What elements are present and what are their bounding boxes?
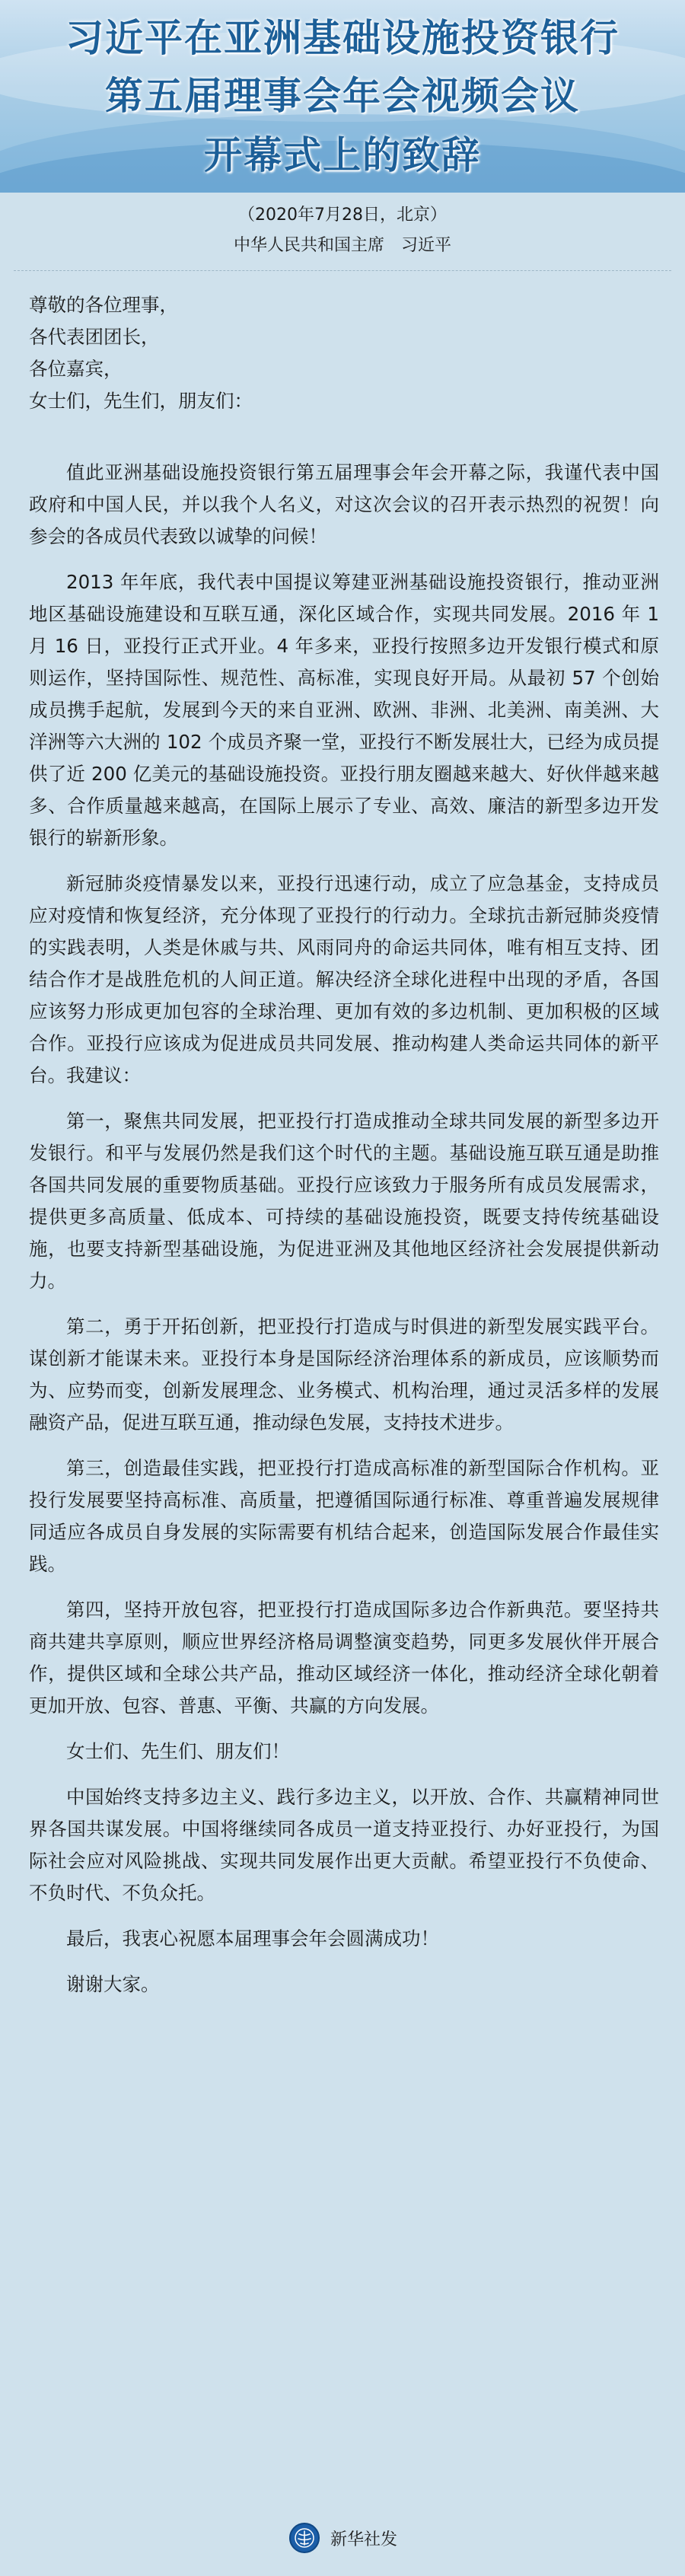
paragraph: 女士们、先生们、朋友们！ xyxy=(66,1740,290,1762)
salutation-line: 各位嘉宾， xyxy=(29,358,123,380)
page-title-line-1: 习近平在亚洲基础设施投资银行 xyxy=(65,15,620,60)
speech-body xyxy=(29,289,659,2001)
paragraph: 谢谢大家。 xyxy=(66,1973,160,1995)
page-title-line-3: 开幕式上的致辞 xyxy=(204,132,481,177)
paragraph: 第三，创造最佳实践，把亚投行打造成高标准的新型国际合作机构。亚投行发展要坚持高标准、高质量，把遵循国际通行标准、尊重普遍发展规律同适应各成员自身发展的实际需要有机结合起来，创造国际发展合作最佳实践。 xyxy=(29,1457,659,1575)
xinhua-logo-icon xyxy=(289,2523,320,2553)
paragraph: 最后，我衷心祝愿本届理事会年会圆满成功！ xyxy=(66,1927,439,1950)
salutation-line: 尊敬的各位理事， xyxy=(29,294,178,316)
paragraph: 中国始终支持多边主义、践行多边主义，以开放、合作、共赢精神同世界各国共谋发展。中国将继续同各成员一道支持亚投行、办好亚投行，为国际社会应对风险挑战、实现共同发展作出更大贡献。希望亚投行不负使命、不负时代、不负众托。 xyxy=(29,1786,659,1904)
speech-date: （2020年7月28日，北京） xyxy=(238,206,447,225)
page-title-line-2: 第五届理事会年会视频会议 xyxy=(105,73,580,118)
paragraph: 新冠肺炎疫情暴发以来，亚投行迅速行动，成立了应急基金，支持成员应对疫情和恢复经济，充分体现了亚投行的行动力。全球抗击新冠肺炎疫情的实践表明，人类是休戚与共、风雨同舟的命运共同体，唯有相互支持、团结合作才是战胜危机的人间正道。解决经济全球化进程中出现的矛盾，各国应该努力形成更加包容的全球治理、更加有效的多边机制、更加积极的区域合作。亚投行应该成为促进成员共同发展、推动构建人类命运共同体的新平台。我建议： xyxy=(29,872,659,1086)
paragraph: 2013 年年底，我代表中国提议筹建亚洲基础设施投资银行，推动亚洲地区基础设施建设和互联互通，深化区域合作，实现共同发展。2016 年 1 月 16 日，亚投行正式开业。4 年多来，亚投行按照多边开发银行模式和原则运作，坚持国际性、规范性、高标准，实现良好开局。从最初 57 个创始成员携手起航，发展到今天的来自亚洲、欧洲、非洲、北美洲、南美洲、大洋洲等六大洲的 102 个成员齐聚一堂，亚投行不断发展壮大，已经为成员提供了近 200 亿美元的基础设施投资。亚投行朋友圈越来越大、好伙伴越来越多、合作质量越来越高，在国际上展示了专业、高效、廉洁的新型多边开发银行的崭新形象。 xyxy=(29,571,659,849)
footer-source-label: 新华社发 xyxy=(330,2530,398,2549)
header-banner xyxy=(0,0,685,193)
paragraph: 第二，勇于开拓创新，把亚投行打造成与时俱进的新型发展实践平台。谋创新才能谋未来。亚投行本身是国际经济治理体系的新成员，应该顺势而为、应势而变，创新发展理念、业务模式、机构治理，通过灵活多样的发展融资产品，促进互联互通，推动绿色发展，支持技术进步。 xyxy=(29,1315,659,1433)
speech-author: 中华人民共和国主席 习近平 xyxy=(233,236,451,255)
footer-credit xyxy=(289,2523,397,2553)
paragraph: 第四，坚持开放包容，把亚投行打造成国际多边合作新典范。要坚持共商共建共享原则，顺应世界经济格局调整演变趋势，同更多发展伙伴开展合作，提供区域和全球公共产品，推动区域经济一体化，推动经济全球化朝着更加开放、包容、普惠、平衡、共赢的方向发展。 xyxy=(29,1599,659,1717)
paragraph: 值此亚洲基础设施投资银行第五届理事会年会开幕之际，我谨代表中国政府和中国人民，并以我个人名义，对这次会议的召开表示热烈的祝贺！向参会的各成员代表致以诚挚的问候！ xyxy=(29,461,659,547)
salutation-line: 女士们，先生们，朋友们： xyxy=(29,390,253,412)
xinhua-logo-glyph xyxy=(294,2527,315,2549)
footer xyxy=(0,2518,685,2576)
paragraph: 第一，聚焦共同发展，把亚投行打造成推动全球共同发展的新型多边开发银行。和平与发展仍然是我们这个时代的主题。基础设施互联互通是助推各国共同发展的重要物质基础。亚投行应该致力于服务所有成员发展需求，提供更多高质量、低成本、可持续的基础设施投资，既要支持传统基础设施，也要支持新型基础设施，为促进亚洲及其他地区经济社会发展提供新动力。 xyxy=(29,1110,659,1292)
salutation xyxy=(29,289,659,417)
salutation-line: 各代表团团长， xyxy=(29,326,160,348)
divider xyxy=(14,270,671,271)
